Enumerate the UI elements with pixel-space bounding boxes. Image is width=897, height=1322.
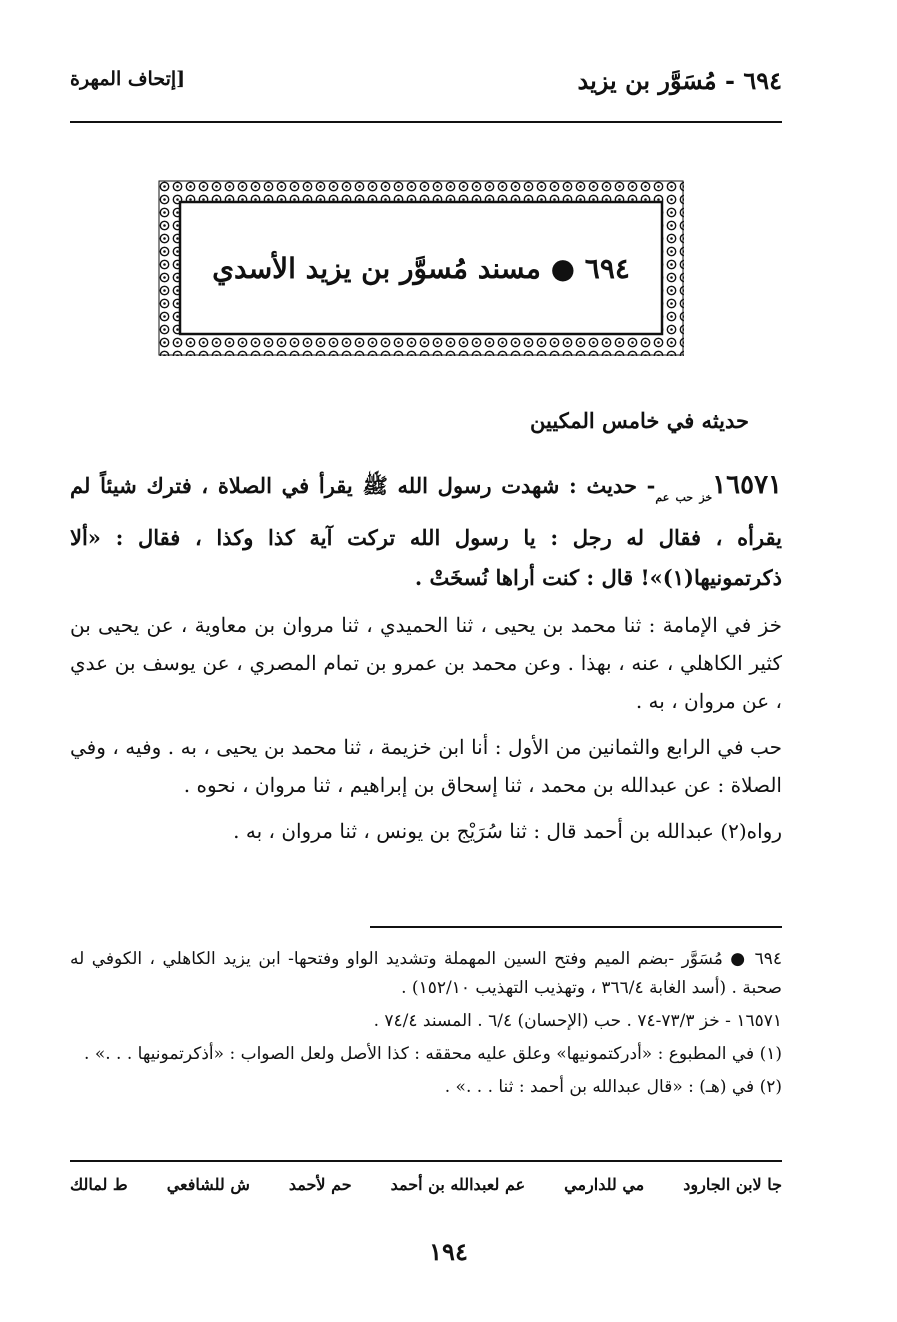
- running-header: [70, 66, 782, 106]
- page-number: ١٩٤: [429, 1237, 468, 1266]
- hadith-number: ١٦٥٧١: [712, 470, 783, 500]
- abbr-ahmad: حم لأحمد: [288, 1175, 352, 1194]
- abbr-jarud: جا لابن الجارود: [683, 1175, 782, 1194]
- book-title: [إتحاف المهرة: [70, 68, 186, 90]
- hadith-text: - حديث : شهدت رسول الله ﷺ يقرأ في الصلاة ، فترك شيئاً لم يقرأه ، فقال له رجل : يا رسول الله تركت آية كذا وكذا ، فقال : «ألا ذكرتمونيها(١)»! قال : كنت أراها نُسخَتْ .: [70, 473, 782, 590]
- footnotes: [70, 945, 782, 1106]
- abbr-shafii: ش للشافعي: [166, 1175, 250, 1194]
- abbr-darimi: مي للدارمي: [564, 1175, 645, 1194]
- header-divider: [70, 121, 782, 123]
- running-title: ٦٩٤ - مُسَوَّر بن يزيد: [577, 66, 782, 95]
- abbr-malik: ط لمالك: [70, 1175, 128, 1194]
- section-title: ٦٩٤ ● مسند مُسوَّر بن يزيد الأسدي: [212, 251, 630, 285]
- paragraph-hb: حب في الرابع والثمانين من الأول : أنا ابن خزيمة ، ثنا محمد بن يحيى ، به . وفيه ، وفي الصلاة : عن عبدالله بن محمد ، ثنا إسحاق بن إبراهيم ، ثنا مروان ، نحوه .: [70, 735, 782, 797]
- abbreviation-key: [70, 1175, 782, 1194]
- abbreviation-divider: [70, 1160, 782, 1162]
- intro-line: حديثه في خامس المكيين: [530, 408, 749, 433]
- footnote-biography: ٦٩٤ ● مُسَوَّر -بضم الميم وفتح السين المهملة وتشديد الواو وفتحها- ابن يزيد الكاهلي ، الكوفي له صحبة . (أسد الغابة ٣٦٦/٤ ، وتهذيب التهذيب ١٥٢/١٠) .: [70, 949, 782, 998]
- paragraph-riwayah: رواه(٢) عبدالله بن أحمد قال : ثنا سُرَيْج بن يونس ، ثنا مروان ، به .: [233, 819, 782, 843]
- abbr-abdullah: عم لعبدالله بن أحمد: [390, 1175, 526, 1194]
- footnote-sources: ١٦٥٧١ - خز ٧٣/٣-٧٤ . حب (الإحسان) ٦/٤ . المسند ٧٤/٤ .: [373, 1011, 782, 1031]
- source-codes: خز حب عم: [655, 491, 713, 504]
- section-title-frame: [158, 180, 684, 356]
- hadith-paragraph: [70, 465, 782, 598]
- footnote-2: (٢) في (هـ) : «قال عبدالله بن أحمد : ثنا . . .» .: [444, 1077, 782, 1097]
- main-text: [70, 465, 782, 858]
- footnote-1: (١) في المطبوع : «أدركتمونيها» وعلق عليه محققه : كذا الأصل ولعل الصواب : «أذكرتمونيها . . .» .: [84, 1044, 782, 1064]
- paragraph-khz: خز في الإمامة : ثنا محمد بن يحيى ، ثنا الحميدي ، ثنا مروان بن معاوية ، عن يحيى بن كثير الكاهلي ، عنه ، بهذا . وعن محمد بن عمرو بن تمام المصري ، عن يوسف بن عدي ، عن مروان ، به .: [70, 613, 782, 713]
- footnote-divider: [370, 926, 782, 928]
